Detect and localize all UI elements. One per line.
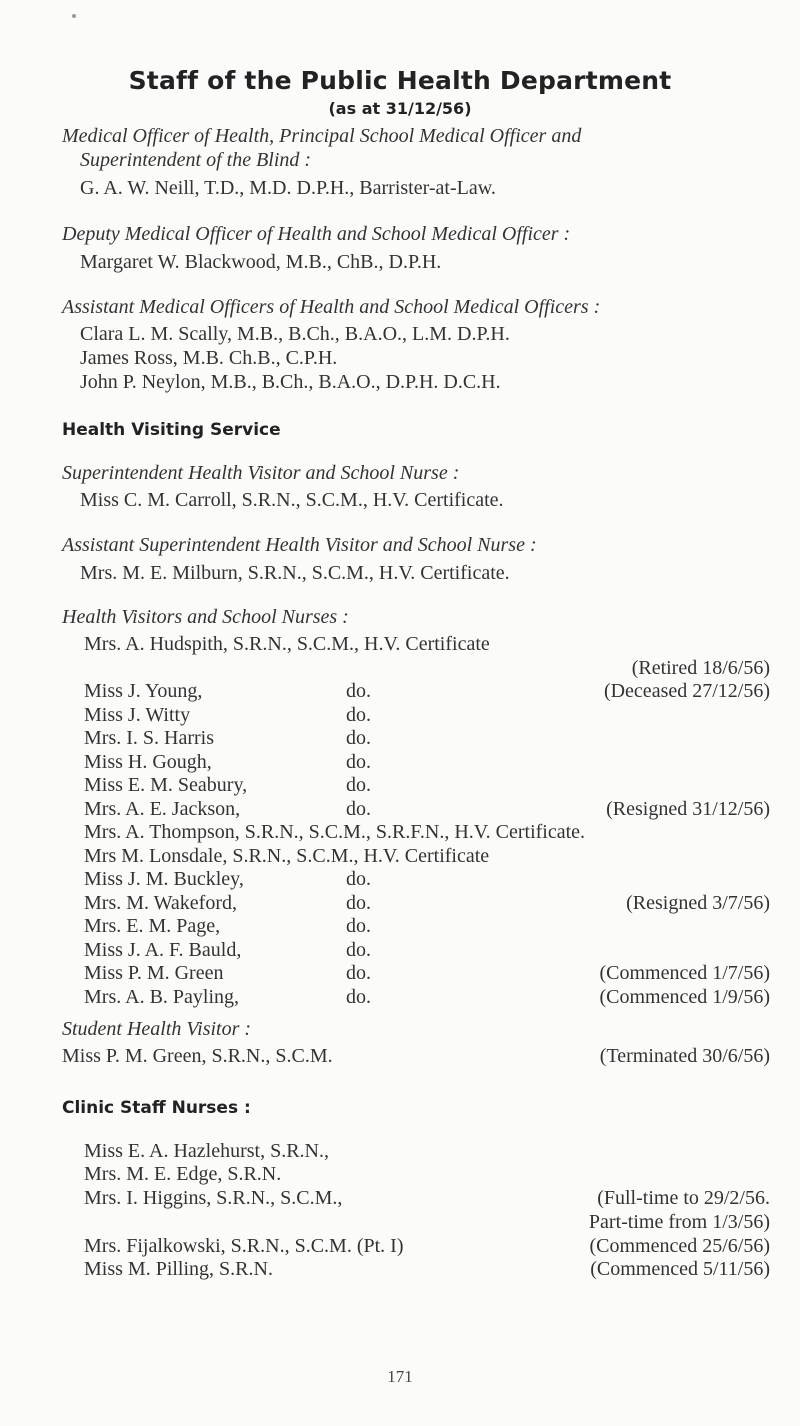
moh-role-line2: Superintendent of the Blind : — [80, 149, 312, 171]
assistant-name: John P. Neylon, M.B., B.Ch., B.A.O., D.P.H. D.C.H. — [80, 371, 501, 393]
supt-role: Superintendent Health Visitor and School Nurse : — [62, 462, 460, 484]
visitor-name: Mrs M. Lonsdale, S.R.N., S.C.M., H.V. Certificate — [84, 844, 490, 867]
assistant-name: Clara L. M. Scally, M.B., B.Ch., B.A.O., L.M. D.P.H. — [80, 323, 510, 345]
deputy-role: Deputy Medical Officer of Health and School Medical Officer : — [62, 223, 571, 245]
clinic-staff-heading: Clinic Staff Nurses : — [62, 1098, 251, 1118]
nurse-name: Miss M. Pilling, S.R.N. — [84, 1258, 273, 1280]
visitor-name: Mrs. A. Thompson, S.R.N., S.C.M., S.R.F.N., H.V. Certificate. — [84, 821, 586, 843]
ditto-mark: do. — [346, 750, 371, 773]
visitor-name: Miss J. M. Buckley, — [84, 868, 244, 890]
deputy-name: Margaret W. Blackwood, M.B., ChB., D.P.H. — [80, 251, 442, 273]
ditto-mark: do. — [346, 680, 371, 702]
nurse-name: Mrs. Fijalkowski, S.R.N., S.C.M. (Pt. I) — [84, 1235, 404, 1257]
visitor-name: Miss P. M. Green — [84, 962, 224, 984]
nurse-note: (Commenced 5/11/56) — [590, 1258, 770, 1280]
ditto-mark: do. — [346, 985, 371, 1008]
visitor-name: Mrs. A. B. Payling, — [84, 985, 240, 1008]
student-role: Student Health Visitor : — [62, 1018, 252, 1040]
ditto-mark: do. — [346, 962, 371, 984]
health-visitors-role: Health Visitors and School Nurses : — [62, 606, 349, 628]
nurse-name: Mrs. I. Higgins, S.R.N., S.C.M., — [84, 1187, 343, 1209]
visitor-note: (Resigned 31/12/56) — [606, 797, 770, 820]
visitor-name: Mrs. I. S. Harris — [84, 727, 214, 749]
visitor-name: Miss H. Gough, — [84, 750, 212, 773]
ditto-mark: do. — [346, 774, 371, 796]
visitor-name: Miss J. A. F. Bauld, — [84, 938, 242, 961]
visitor-note: (Deceased 27/12/56) — [603, 680, 770, 702]
visitor-note: (Commenced 1/9/56) — [599, 985, 770, 1008]
ditto-mark: do. — [346, 727, 371, 749]
visitor-name: Miss E. M. Seabury, — [84, 774, 248, 796]
assistant-name: James Ross, M.B. Ch.B., C.P.H. — [80, 347, 338, 369]
ditto-mark: do. — [346, 703, 371, 726]
visitor-name: Miss J. Young, — [84, 680, 203, 702]
ditto-mark: do. — [346, 891, 371, 914]
nurse-note: (Commenced 25/6/56) — [589, 1235, 770, 1257]
ditto-mark: do. — [346, 915, 371, 937]
page-title: Staff of the Public Health Department — [128, 66, 672, 95]
nurse-name: Mrs. M. E. Edge, S.R.N. — [84, 1163, 282, 1185]
nurse-note: Part-time from 1/3/56) — [588, 1211, 770, 1233]
student-name: Miss P. M. Green, S.R.N., S.C.M. — [62, 1045, 333, 1067]
visitor-name: Miss J. Witty — [84, 703, 191, 726]
moh-name: G. A. W. Neill, T.D., M.D. D.P.H., Barrister-at-Law. — [80, 177, 496, 199]
as-at-date: (as at 31/12/56) — [328, 99, 472, 118]
moh-role-line1: Medical Officer of Health, Principal School Medical Officer and — [62, 125, 582, 147]
nurse-name: Miss E. A. Hazlehurst, S.R.N., — [84, 1140, 329, 1162]
asst-supt-role: Assistant Superintendent Health Visitor and School Nurse : — [62, 534, 537, 556]
nurse-note: (Full-time to 29/2/56. — [597, 1187, 770, 1209]
student-note: (Terminated 30/6/56) — [599, 1045, 770, 1067]
ditto-mark: do. — [346, 938, 371, 961]
visitor-name: Mrs. A. Hudspith, S.R.N., S.C.M., H.V. Certificate — [84, 633, 490, 655]
ditto-mark: do. — [346, 868, 371, 890]
health-visiting-heading: Health Visiting Service — [62, 420, 281, 440]
asst-supt-name: Mrs. M. E. Milburn, S.R.N., S.C.M., H.V. Certificate. — [80, 562, 510, 584]
assistants-role: Assistant Medical Officers of Health and School Medical Officers : — [62, 296, 601, 318]
supt-name: Miss C. M. Carroll, S.R.N., S.C.M., H.V. Certificate. — [80, 489, 504, 511]
visitor-name: Mrs. E. M. Page, — [84, 915, 221, 937]
visitor-note: (Resigned 3/7/56) — [626, 891, 770, 914]
visitor-note: (Commenced 1/7/56) — [599, 962, 770, 984]
ditto-mark: do. — [346, 797, 371, 820]
page-number: 171 — [387, 1367, 413, 1386]
speck-mark — [72, 14, 76, 18]
visitor-name: Mrs. A. E. Jackson, — [84, 797, 241, 820]
visitor-note: (Retired 18/6/56) — [631, 656, 770, 679]
visitor-name: Mrs. M. Wakeford, — [84, 891, 237, 914]
